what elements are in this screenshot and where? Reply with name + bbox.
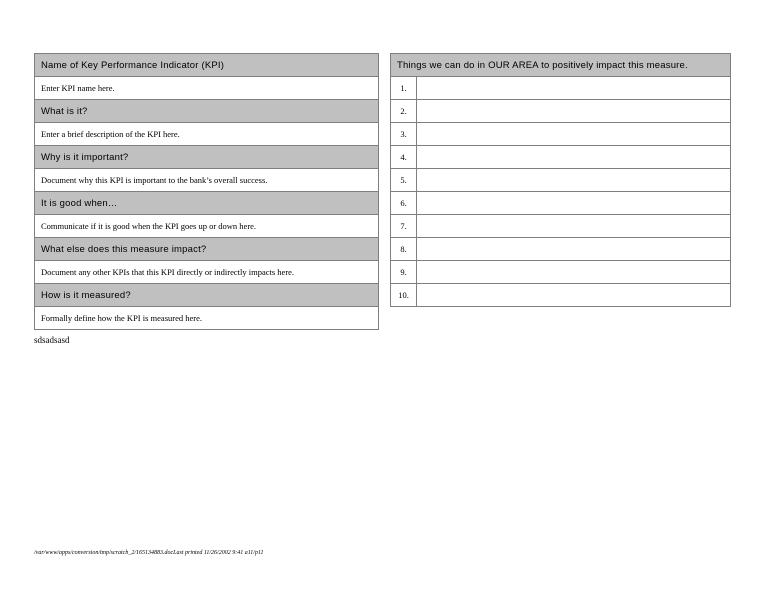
why-important-body-row [35,169,379,192]
why-important-text[interactable]: Document why this KPI is important to the bank’s overall success. [35,169,379,192]
action-row [391,123,731,146]
action-number: 10. [391,284,417,307]
action-cell[interactable] [417,238,731,261]
action-cell[interactable] [417,146,731,169]
good-when-text[interactable]: Communicate if it is good when the KPI goes up or down here. [35,215,379,238]
actions-header-row [391,54,731,77]
what-is-it-text[interactable]: Enter a brief description of the KPI here. [35,123,379,146]
action-cell[interactable] [417,77,731,100]
actions-table [390,53,731,307]
action-row [391,238,731,261]
kpi-definition-table [34,53,379,330]
good-when-header-row [35,192,379,215]
good-when-header: It is good when… [35,192,379,215]
action-row [391,77,731,100]
measured-header: How is it measured? [35,284,379,307]
good-when-body-row [35,215,379,238]
action-row [391,192,731,215]
action-row [391,284,731,307]
action-cell[interactable] [417,100,731,123]
action-row [391,100,731,123]
impact-header: What else does this measure impact? [35,238,379,261]
why-important-header: Why is it important? [35,146,379,169]
action-cell[interactable] [417,284,731,307]
action-number: 8. [391,238,417,261]
kpi-name-text[interactable]: Enter KPI name here. [35,77,379,100]
action-number: 3. [391,123,417,146]
action-cell[interactable] [417,192,731,215]
why-important-header-row [35,146,379,169]
action-cell[interactable] [417,123,731,146]
action-number: 2. [391,100,417,123]
action-number: 9. [391,261,417,284]
action-row [391,215,731,238]
action-row [391,146,731,169]
action-row [391,261,731,284]
stray-note-text: sdsadsasd [34,335,70,345]
impact-body-row [35,261,379,284]
kpi-name-header-row [35,54,379,77]
measured-text[interactable]: Formally define how the KPI is measured here. [35,307,379,330]
impact-header-row [35,238,379,261]
action-number: 7. [391,215,417,238]
action-number: 6. [391,192,417,215]
action-row [391,169,731,192]
action-cell[interactable] [417,261,731,284]
action-number: 4. [391,146,417,169]
actions-header: Things we can do in OUR AREA to positively impact this measure. [391,54,731,77]
kpi-name-body-row [35,77,379,100]
action-number: 5. [391,169,417,192]
action-cell[interactable] [417,215,731,238]
what-is-it-header-row [35,100,379,123]
action-cell[interactable] [417,169,731,192]
measured-body-row [35,307,379,330]
kpi-name-header: Name of Key Performance Indicator (KPI) [35,54,379,77]
what-is-it-header: What is it? [35,100,379,123]
action-number: 1. [391,77,417,100]
impact-text[interactable]: Document any other KPIs that this KPI directly or indirectly impacts here. [35,261,379,284]
what-is-it-body-row [35,123,379,146]
print-footer: /var/www/apps/conversion/tmp/scratch_2/165134883.docLast printed 11/26/2002 9:41 a11/p11 [34,550,264,556]
measured-header-row [35,284,379,307]
